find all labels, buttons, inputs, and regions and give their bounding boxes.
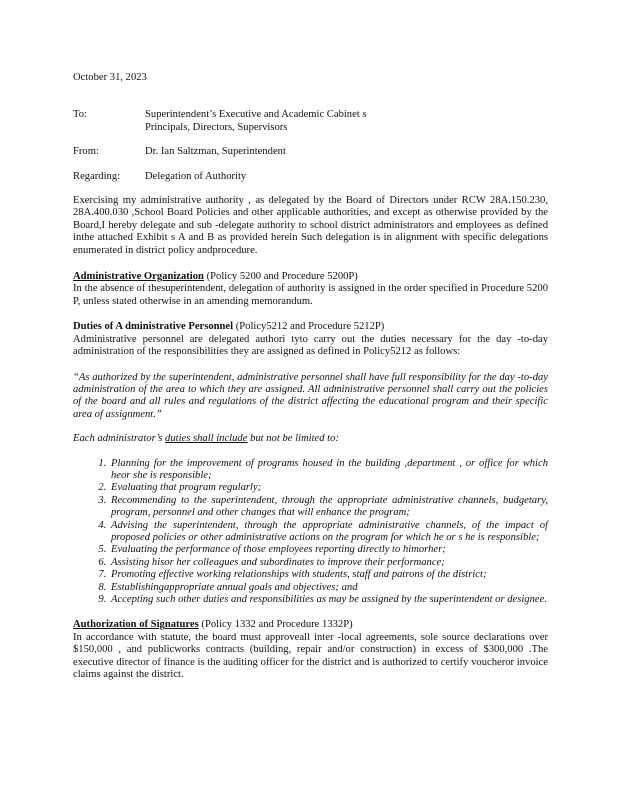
section-heading <box>73 271 548 283</box>
section-heading <box>73 619 548 631</box>
list-item: 7. Promoting effective working relationships with students, staff and patrons of the district; <box>109 569 548 581</box>
duties-lead <box>73 433 548 445</box>
duties-list <box>73 458 548 607</box>
list-item: 1. Planning for the improvement of programs housed in the building ,department , or office for which heor she is responsible; <box>109 458 548 483</box>
section-title: Authorization of Signatures <box>73 619 199 631</box>
memo-from-value: Dr. Ian Saltzman, Superintendent <box>145 146 286 158</box>
memo-to-label: To: <box>73 109 87 121</box>
memo-to-value <box>145 109 548 134</box>
list-item: 4. Advising the superintendent, through the appropriate administrative channels, of the impact of proposed policies or other administrative actions on the program for which he or s he is responsible; <box>109 520 548 545</box>
section-policy-ref: (Policy 1332 and Procedure 1332P) <box>198 619 353 631</box>
memo-regarding-value: Delegation of Authority <box>145 170 247 182</box>
list-item: 6. Assisting hisor her colleagues and subordinates to improve their performance; <box>109 557 548 569</box>
memo-from-row <box>73 146 548 158</box>
section-title: Administrative Organization <box>73 271 204 283</box>
memo-to-line: Principals, Directors, Supervisors <box>145 121 288 133</box>
list-item: 3. Recommending to the superintendent, through the appropriate administrative channels, budgetary, program, personnel and other changes that will enhance the program; <box>109 495 548 520</box>
section-body: In accordance with statute, the board must approveall inter -local agreements, sole source declarations over $150,000 , and publicworks contracts (building, repair and/or construction) in excess of $300,000 .The executive director of finance is the auditing officer for the district and is authorized to certify voucheror invoice claims against the district. <box>73 631 548 681</box>
section-administrative-organization <box>73 271 548 308</box>
memo-regarding-label: Regarding: <box>73 170 121 182</box>
intro-paragraph: Exercising my administrative authority , as delegated by the Board of Directors under RCW 28A.150.230, 28A.400.030 ,School Board Policies and other applicable authorities, and except as otherwise provided by the Board,I hereby delegate and sub -delegate authority to school district administrators and employees as defined inthe attached Exhibit s A and B as provided herein Such delegation is in alignment with specific delegations enumerated in district policy andprocedure. <box>73 195 548 256</box>
list-item: 9. Accepting such other duties and responsibilities as may be assigned by the superintendent or designee. <box>109 594 548 606</box>
section-title: Duties of A dministrative Personnel <box>73 321 234 333</box>
memo-date: October 31, 2023 <box>73 72 147 83</box>
memo-regarding-row <box>73 171 548 183</box>
list-item: 2. Evaluating that program regularly; <box>109 482 548 494</box>
memo-to-row <box>73 109 548 134</box>
section-body: Administrative personnel are delegated authori tyto carry out the duties necessary for the day -to-day administration of the responsibilities they are assigned as defined in Policy5212 as follows: <box>73 333 548 358</box>
list-item: 8. Establishingappropriate annual goals and objectives; and <box>109 582 548 594</box>
section-authorization-signatures <box>73 619 548 681</box>
duties-lead-underlined: duties shall include <box>165 433 248 445</box>
duties-lead-text: but not be limited to: <box>247 433 339 445</box>
section-policy-ref: (Policy 5200 and Procedure 5200P) <box>203 271 358 283</box>
memo-to-line: Superintendent’s Executive and Academic Cabinet s <box>145 109 367 121</box>
memo-from-label: From: <box>73 146 99 158</box>
section-policy-ref: (Policy5212 and Procedure 5212P) <box>233 321 385 333</box>
policy-quote: “As authorized by the superintendent, administrative personnel shall have full responsibility for the day -to-day administration of the area to which they are assigned. All administrative personnel shall carry out the policies of the board and all rules and regulations of the district affecting the educational program and their specific area of assignment.” <box>73 371 548 420</box>
list-item: 5. Evaluating the performance of those employees reporting directly to himorher; <box>109 544 548 556</box>
section-heading <box>73 321 548 333</box>
section-duties-personnel <box>73 321 548 358</box>
duties-lead-text: Each administrator’s <box>73 433 166 445</box>
section-body: In the absence of thesuperintendent, delegation of authority is assigned in the order specified in Procedure 5200 P, unless stated otherwise in an amending memorandum. <box>73 283 548 307</box>
